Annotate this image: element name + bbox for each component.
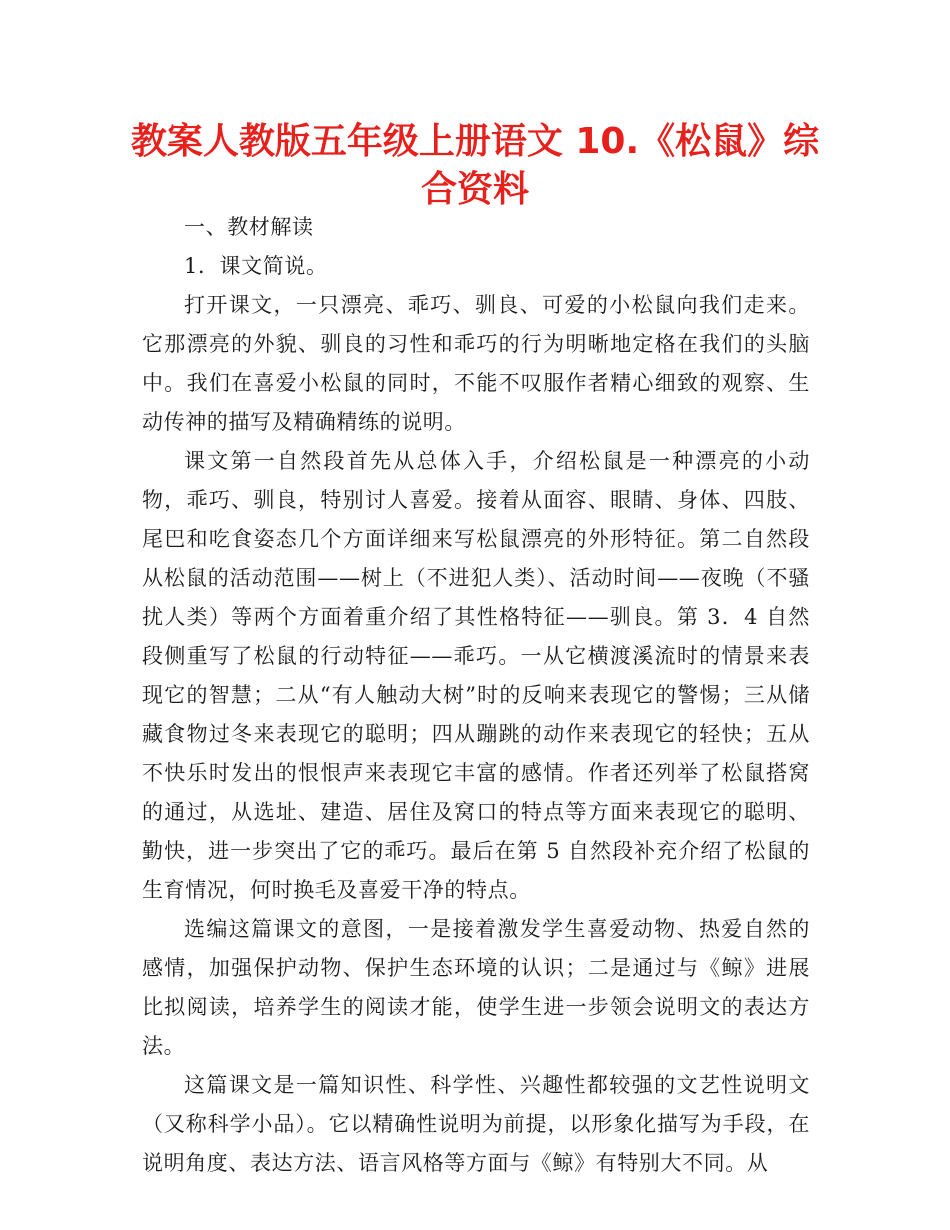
document-title: 教案人教版五年级上册语文 10.《松鼠》综合资料 [130,121,820,210]
section-heading: 一、教材解读 [184,215,314,239]
paragraph-1: 打开课文，一只漂亮、乖巧、驯良、可爱的小松鼠向我们走来。它那漂亮的外貌、驯良的习性和乖巧的行为明晰地定格在我们的头脑中。我们在喜爱小松鼠的同时，不能不叹服作者精心细致的观察、生动传神的描写及精确精练的说明。 [142,293,810,434]
subsection-heading: 1．课文简说。 [184,254,328,278]
paragraph-3: 选编这篇课文的意图，一是接着激发学生喜爱动物、热爱自然的感情，加强保护动物、保护生态环境的认识；二是通过与《鲸》进展比拟阅读，培养学生的阅读才能，使学生进一步领会说明文的表达方法。 [142,917,810,1058]
paragraph-4: 这篇课文是一篇知识性、科学性、兴趣性都较强的文艺性说明文（又称科学小品）。它以精确性说明为前提，以形象化描写为手段，在说明角度、表达方法、语言风格等方面与《鲸》有特别大不同。从 [142,1073,810,1175]
document-body [142,208,810,1183]
paragraph-2: 课文第一自然段首先从总体入手，介绍松鼠是一种漂亮的小动物，乖巧、驯良，特别讨人喜爱。接着从面容、眼睛、身体、四肢、尾巴和吃食姿态几个方面详细来写松鼠漂亮的外形特征。第二自然段从松鼠的活动范围——树上（不进犯人类）、活动时间——夜晚（不骚扰人类）等两个方面着重介绍了其性格特征——驯良。第 3．4 自然段侧重写了松鼠的行动特征——乖巧。一从它横渡溪流时的情景来表现它的智慧；二从“有人触动大树”时的反响来表现它的警惕；三从储藏食物过冬来表现它的聪明；四从蹦跳的动作来表现它的轻快；五从不快乐时发出的恨恨声来表现它丰富的感情。作者还列举了松鼠搭窝的通过，从选址、建造、居住及窝口的特点等方面来表现它的聪明、勤快，进一步突出了它的乖巧。最后在第 5 自然段补充介绍了松鼠的生育情况，何时换毛及喜爱干净的特点。 [142,449,810,902]
